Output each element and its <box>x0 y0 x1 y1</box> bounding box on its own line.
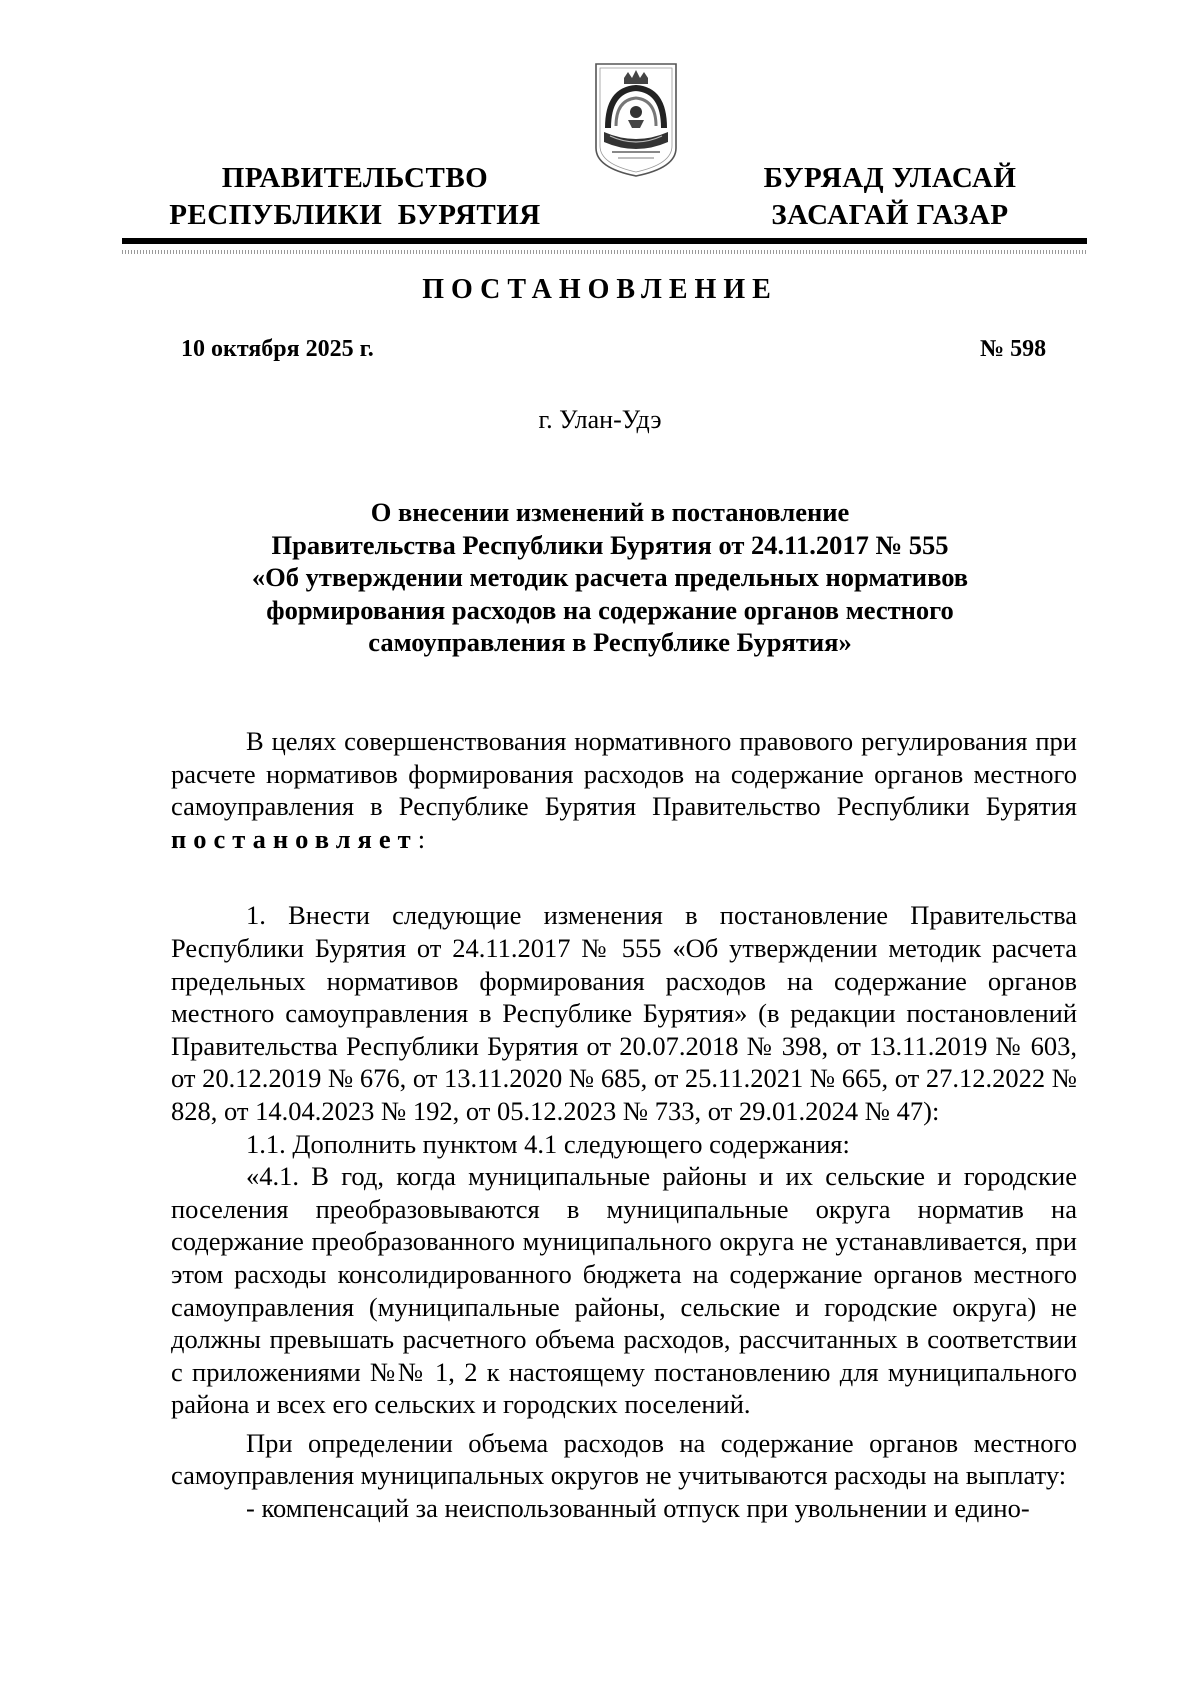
title-line: О внесении изменений в постановление <box>370 497 850 527</box>
paragraph-expenses: При определении объема расходов на содержание органов местного самоуправления муниципальных округов не учитываются расходы на выплату: <box>171 1427 1077 1491</box>
document-type: ПОСТАНОВЛЕНИЕ <box>422 274 778 305</box>
header-right-line-1: БУРЯАД УЛАСАЙ <box>763 162 1017 194</box>
header-divider <box>122 238 1087 244</box>
title-line: «Об утверждении методик расчета предельных нормативов <box>251 562 969 592</box>
document-date: 10 октября 2025 г. <box>181 336 374 362</box>
preamble-tail: : <box>417 823 426 854</box>
paragraph-1-1: 1.1. Дополнить пунктом 4.1 следующего содержания: <box>246 1128 850 1159</box>
title-line: самоуправления в Республике Бурятия» <box>368 627 852 657</box>
header-right-line-2: ЗАСАГАЙ ГАЗАР <box>771 199 1009 231</box>
header-right <box>745 160 1035 234</box>
title-line: формирования расходов на содержание органов местного <box>266 594 954 625</box>
header-left-line-1: ПРАВИТЕЛЬСТВО <box>221 162 489 194</box>
title-line: Правительства Республики Бурятия от 24.11.2017 № 555 <box>271 529 949 560</box>
document-city: г. Улан-Удэ <box>538 405 662 434</box>
document-title <box>150 496 1070 659</box>
preamble <box>171 725 1077 855</box>
header-divider-dotted <box>122 250 1087 254</box>
preamble-text: В целях совершенствования нормативного правового регулирования при расчете нормативов формирования расходов на содержание органов местного самоуправления в Республике Бурятия Правительство Республики Бурятия <box>171 726 1077 822</box>
header-left-line-2: РЕСПУБЛИКИ БУРЯТИЯ <box>169 199 541 231</box>
header-left <box>165 160 545 234</box>
paragraph-4-1: «4.1. В год, когда муниципальные районы и их сельские и городские поселения преобразовываются в муниципальные округа норматив на содержание преобразованного муниципального округа не устанавливается, при этом расходы консолидированного бюджета на содержание органов местного самоуправления (муниципальные районы, сельские и городские округа) не должны превышать расчетного объема расходов, рассчитанных в соответствии с приложениями №№ 1, 2 к настоящему постановлению для муниципального района и всех его сельских и городских поселений. <box>171 1161 1077 1420</box>
paragraph-compensation: - компенсаций за неиспользованный отпуск при увольнении и едино- <box>246 1493 1030 1524</box>
paragraph-1: 1. Внести следующие изменения в постановление Правительства Республики Бурятия от 24.11.2017 № 555 «Об утверждении методик расчета предельных нормативов формирования расходов на содержание органов местного самоуправления в Республике Бурятия» (в редакции постановлений Правительства Республики Бурятия от 20.07.2018 № 398, от 13.11.2019 № 603, от 20.12.2019 № 676, от 13.11.2020 № 685, от 25.11.2021 № 665, от 27.12.2022 № 828, от 14.04.2023 № 192, от 05.12.2023 № 733, от 29.01.2024 № 47): <box>171 900 1077 1126</box>
document-body <box>171 725 1077 1525</box>
decree-word: постановляет <box>171 823 418 854</box>
document-number: № 598 <box>980 336 1047 362</box>
coat-of-arms-icon <box>590 56 682 180</box>
